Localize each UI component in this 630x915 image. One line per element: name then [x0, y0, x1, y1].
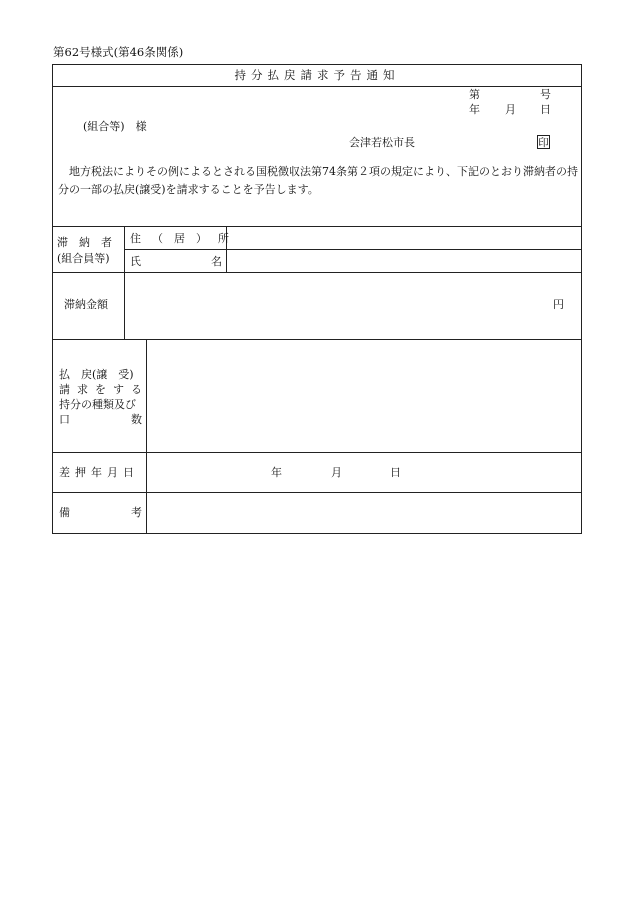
equity-label-line2: 請求をする: [59, 383, 149, 396]
seal: 印: [538, 136, 549, 149]
seizure-day: 日: [390, 466, 401, 479]
amount-unit: 円: [553, 298, 564, 311]
address-label-text: 住（居）所: [130, 232, 240, 245]
equity-bottom: [52, 452, 582, 453]
form-number: 第62号様式(第46条関係): [53, 45, 184, 59]
issuer: 会津若松市長: [349, 136, 415, 149]
equity-label-line3: 持分の種類及び: [59, 398, 136, 411]
equity-label-line1: 払 戻(譲 受): [59, 368, 134, 381]
amount-bottom: [52, 339, 582, 340]
remarks-value[interactable]: [148, 494, 580, 532]
seizure-bottom: [52, 492, 582, 493]
date-day: 日: [540, 103, 551, 116]
remarks-label: 備考: [59, 506, 142, 519]
header-divider: [52, 226, 582, 227]
amount-divider: [124, 272, 125, 339]
title-divider: [52, 86, 582, 87]
amount-label: 滞納金額: [64, 298, 108, 311]
address-label: [130, 232, 240, 245]
seizure-label: 差押年月日: [59, 466, 139, 479]
delinquent-label-line1: 滞 納 者: [57, 236, 112, 249]
delinquent-bottom: [52, 272, 582, 273]
delinquent-label-line2: (組合員等): [57, 252, 110, 265]
equity-label: [59, 367, 149, 427]
address-value[interactable]: [228, 228, 580, 248]
delinquent-row-divider: [124, 249, 582, 250]
date-year: 年: [469, 103, 480, 116]
seizure-year: 年: [271, 466, 282, 479]
title: 持分払戻請求予告通知: [234, 68, 400, 82]
number-prefix: 第: [469, 88, 480, 101]
addressee: (組合等) 様: [83, 120, 147, 133]
date-month: 月: [505, 103, 516, 116]
seizure-month: 月: [331, 466, 342, 479]
equity-value[interactable]: [148, 341, 580, 451]
equity-divider: [146, 339, 147, 533]
name-value[interactable]: [228, 251, 580, 271]
amount-value[interactable]: [126, 274, 546, 337]
equity-label-line4: 口数: [59, 413, 142, 426]
name-label: 氏名: [130, 255, 222, 268]
delinquent-label: [57, 235, 112, 267]
number-suffix: 号: [540, 88, 551, 101]
notice-body-text: 地方税法によりその例によるとされる国税徴収法第74条第２項の規定により、下記のとおり滞納者の持分の一部の払戻(譲受)を請求することを予告します。: [58, 165, 578, 196]
